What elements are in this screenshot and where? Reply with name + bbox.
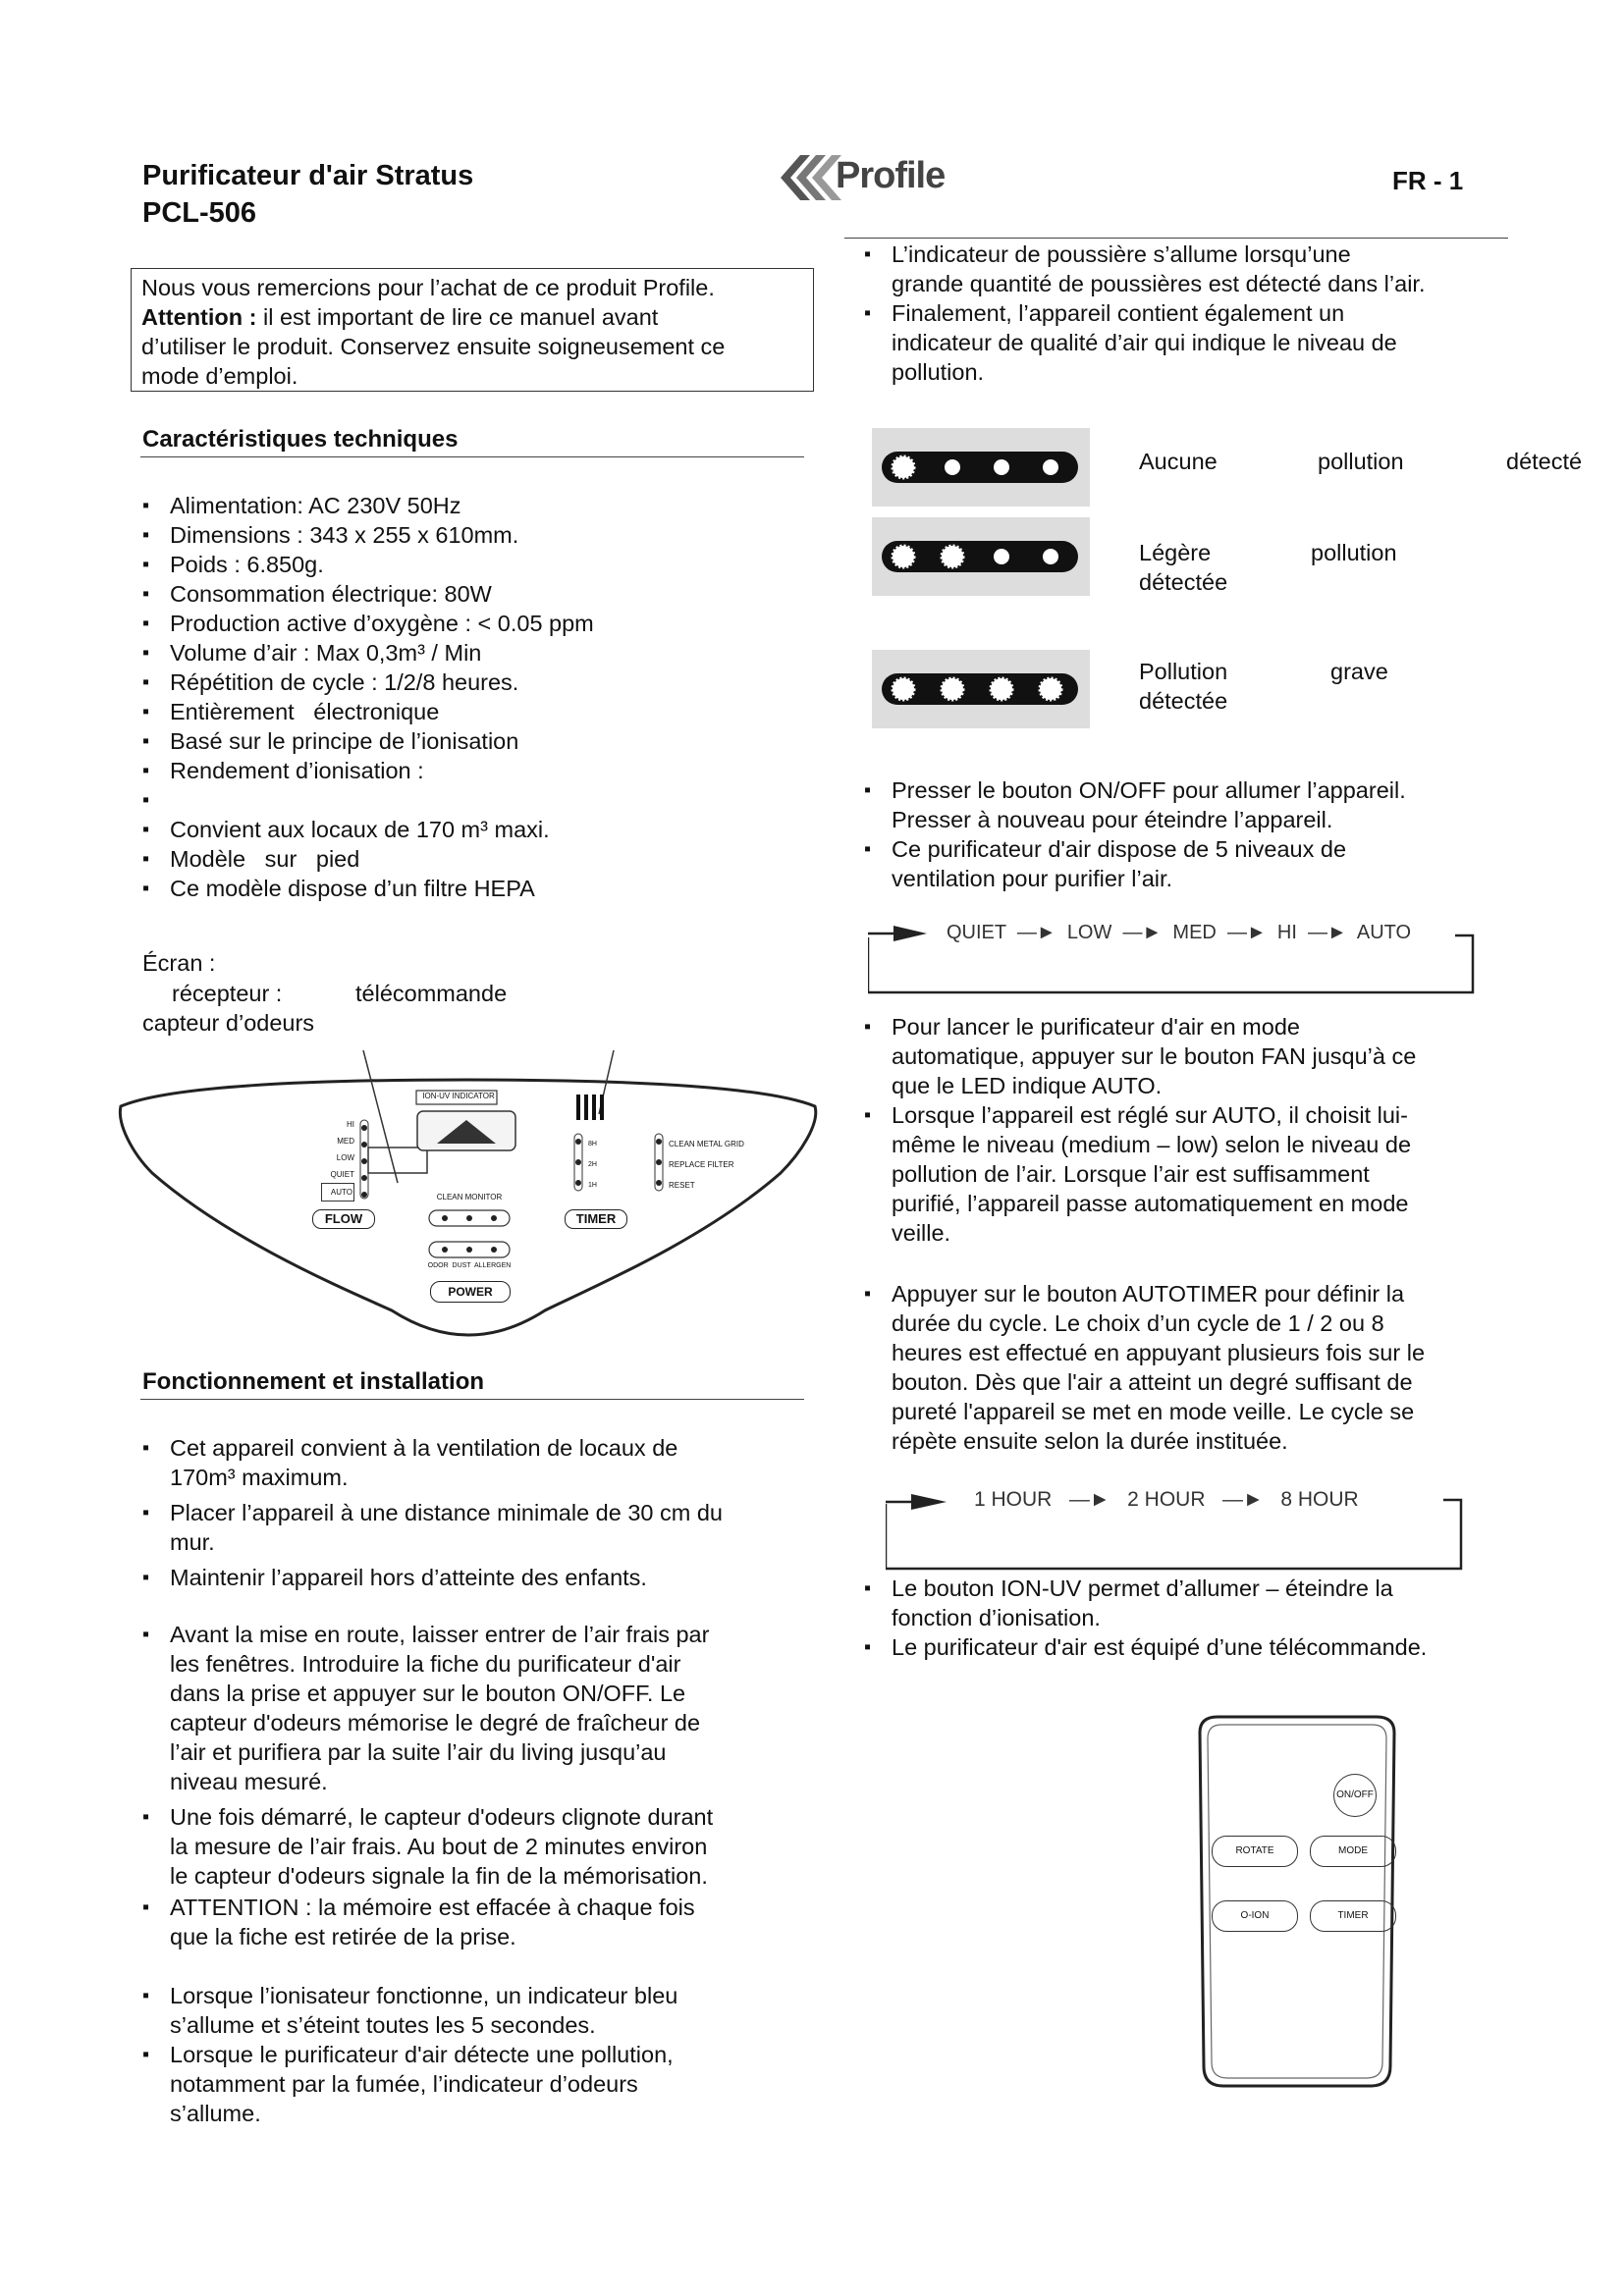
fan-cycle-step: QUIET: [947, 922, 1006, 943]
arrow-right-icon: —►: [1211, 1488, 1275, 1511]
spec-item: ▪ Volume d’air : Max 0,3m³ / Min: [140, 638, 808, 667]
pollution-severe-w1: Pollution: [1139, 659, 1228, 684]
fan-level-label: AUTO: [321, 1183, 354, 1201]
timer-level-label: 2H: [588, 1161, 597, 1168]
intro-line-1: Nous vous remercions pour l’achat de ce produit Profile.: [141, 275, 715, 300]
pollution-none-w3: détecté: [1506, 449, 1583, 474]
profile-logo: [771, 147, 947, 208]
led-off-icon: [994, 549, 1009, 564]
spec-item: ▪ Entièrement électronique: [140, 697, 808, 726]
pollution-light-w3: détectée: [1139, 569, 1228, 595]
spec-item: [140, 785, 808, 815]
pollution-light-w1: Légère: [1139, 540, 1212, 565]
timer-level-labels: [588, 1134, 597, 1196]
arrow-right-icon: —►: [1221, 922, 1272, 943]
timer-button[interactable]: TIMER: [565, 1209, 627, 1229]
fan-cycle-diagram: [868, 918, 1477, 996]
led-on-icon: [991, 678, 1012, 700]
specs-list: [140, 491, 808, 903]
auto-bullets: [862, 1012, 1530, 1248]
timer-cycle-steps: [974, 1488, 1359, 1512]
control-panel-diagram: [113, 1045, 825, 1369]
pollution-light-w2: pollution: [1311, 540, 1397, 565]
fan-cycle-step: AUTO: [1356, 922, 1412, 943]
fan-cycle-steps: [947, 922, 1411, 944]
last-bullets: [862, 1574, 1530, 1662]
arrow-right-icon: —►: [1302, 922, 1353, 943]
pollution-leds-light: [872, 517, 1090, 596]
title-line-2: PCL-506: [142, 197, 257, 229]
timer-cycle-step: 1 HOUR: [974, 1488, 1053, 1511]
intro-line-2: il est important de lire ce manuel avant: [263, 304, 659, 330]
led-on-icon: [893, 456, 914, 478]
spec-item: ▪ Poids : 6.850g.: [140, 550, 808, 579]
clean-monitor-label: CLEAN MONITOR: [436, 1193, 503, 1201]
led-on-icon: [893, 546, 914, 567]
pollution-leds-severe: [872, 650, 1090, 728]
spec-item: ▪ Répétition de cycle : 1/2/8 heures.: [140, 667, 808, 697]
operation-item: ▪ Maintenir l’appareil hors d’atteinte des enfants.: [140, 1563, 818, 1592]
operation-item: ▪ Avant la mise en route, laisser entrer de l’air frais par les fenêtres. Introduire la fiche du purificateur d'air dans la prise et appuyer sur le bouton ON/OFF. Le capteur d'odeurs mémorise le degré de fraîcheur de l’air et purifiera par la suite l’air du living jusqu’au niveau mesuré.: [140, 1620, 818, 1796]
attention-label: Attention :: [141, 304, 257, 330]
spec-item: ▪ Rendement d’ionisation :: [140, 756, 808, 785]
operation-group-3: [140, 1981, 818, 2128]
pollution-panel-none: [872, 428, 1090, 507]
specs-heading: Caractéristiques techniques: [142, 426, 459, 453]
arrow-right-icon: —►: [1057, 1488, 1122, 1511]
pollution-none-w1: Aucune: [1139, 449, 1218, 474]
pollution-none-w2: pollution: [1318, 449, 1404, 474]
odor-sensor-label: capteur d’odeurs: [142, 1010, 315, 1036]
fan-cycle-step: LOW: [1066, 922, 1112, 943]
right-bullet: ▪ Lorsque l’appareil est réglé sur AUTO, il choisit lui- même le niveau (medium – low) selon le niveau de pollution de l’air. Lorsque l’air est suffisamment purifié, l’appareil passe automatiquement en mode veille.: [862, 1100, 1530, 1248]
spec-item: ▪ Production active d’oxygène : < 0.05 ppm: [140, 609, 808, 638]
right-bullet: ▪ Presser le bouton ON/OFF pour allumer l’appareil. Presser à nouveau pour éteindre l’appareil.: [862, 775, 1510, 834]
fan-cycle-step: MED: [1172, 922, 1217, 943]
remote-o-ion-button[interactable]: O-ION: [1212, 1900, 1298, 1932]
remote-on-off-button[interactable]: ON/OFF: [1333, 1774, 1377, 1817]
arrow-right-icon: —►: [1011, 922, 1062, 943]
timer-cycle-step: 2 HOUR: [1127, 1488, 1206, 1511]
screen-label: Écran :: [142, 950, 216, 976]
pollution-severe-w2: grave: [1330, 659, 1388, 684]
right-bullet: ▪ Pour lancer le purificateur d'air en mode automatique, appuyer sur le bouton FAN jusqu’à ce que le LED indique AUTO.: [862, 1012, 1530, 1100]
specs-rule: [140, 456, 804, 457]
filter-labels: [669, 1134, 744, 1196]
led-on-icon: [893, 678, 914, 700]
fan-cycle-step: HI: [1276, 922, 1297, 943]
operation-item: ▪ Une fois démarré, le capteur d'odeurs clignote durant la mesure de l’air frais. Au bout de 2 minutes environ le capteur d'odeurs signale la fin de la mémorisation.: [140, 1802, 818, 1891]
fan-level-label: HI: [347, 1120, 354, 1129]
pollution-severe-w3: détectée: [1139, 688, 1228, 714]
fan-level-label: LOW: [336, 1153, 354, 1162]
fan-level-label: MED: [337, 1137, 354, 1146]
operation-item: ▪ Lorsque le purificateur d'air détecte une pollution, notamment par la fumée, l’indicateur d’odeurs s’allume.: [140, 2040, 818, 2128]
pollution-panel-severe: [872, 650, 1090, 728]
remote-mode-button[interactable]: MODE: [1310, 1836, 1396, 1867]
right-bullet: ▪ Le bouton ION-UV permet d’allumer – éteindre la fonction d’ionisation.: [862, 1574, 1530, 1632]
remote-rotate-button[interactable]: ROTATE: [1212, 1836, 1298, 1867]
receiver-label: récepteur :: [172, 981, 283, 1006]
spec-item: ▪ Alimentation: AC 230V 50Hz: [140, 491, 808, 520]
spec-item: ▪ Convient aux locaux de 170 m³ maxi.: [140, 815, 808, 844]
title-line-1: Purificateur d'air Stratus: [142, 160, 474, 191]
right-bullet: ▪ Ce purificateur d'air dispose de 5 niveaux de ventilation pour purifier l’air.: [862, 834, 1510, 893]
led-off-icon: [1043, 549, 1058, 564]
operation-item: ▪ Placer l’appareil à une distance minimale de 30 cm du mur.: [140, 1498, 818, 1557]
right-bullet: ▪ L’indicateur de poussière s’allume lorsqu’une grande quantité de poussières est détecté dans l’air.: [862, 240, 1510, 298]
operation-item: ▪ Cet appareil convient à la ventilation de locaux de 170m³ maximum.: [140, 1433, 818, 1492]
document-title: [142, 157, 473, 232]
spec-item: ▪ Dimensions : 343 x 255 x 610mm.: [140, 520, 808, 550]
operation-group-1: [140, 1433, 818, 1592]
fan-level-labels: [321, 1116, 354, 1201]
operation-group-2: [140, 1620, 818, 1951]
intro-line-4: mode d’emploi.: [141, 363, 298, 389]
logo-text: Profile: [836, 155, 946, 196]
pollution-panel-light: [872, 517, 1090, 596]
spec-item: ▪ Consommation électrique: 80W: [140, 579, 808, 609]
ion-indicator-label: ION-UV INDICATOR: [422, 1092, 495, 1100]
power-button[interactable]: POWER: [430, 1281, 511, 1303]
led-on-icon: [942, 546, 963, 567]
remote-label: télécommande: [355, 981, 508, 1006]
operation-item: ▪ Lorsque l’ionisateur fonctionne, un indicateur bleu s’allume et s’éteint toutes les 5 secondes.: [140, 1981, 818, 2040]
timer-cycle-diagram: [886, 1482, 1465, 1573]
intro-box: [131, 268, 814, 392]
timer-level-label: 1H: [588, 1182, 597, 1189]
pollution-leds-none: [872, 428, 1090, 507]
led-off-icon: [1043, 459, 1058, 475]
spec-item: ▪ Basé sur le principe de l’ionisation: [140, 726, 808, 756]
right-bullet: ▪ Le purificateur d'air est équipé d’une télécommande.: [862, 1632, 1530, 1662]
filter-label: RESET: [669, 1181, 695, 1190]
monitor-labels: ODOR DUST ALLERGEN: [427, 1262, 512, 1269]
operation-item: ▪ ATTENTION : la mémoire est effacée à chaque fois que la fiche est retirée de la prise.: [140, 1893, 818, 1951]
right-top-bullets: [862, 240, 1510, 387]
remote-timer-button[interactable]: TIMER: [1310, 1900, 1396, 1932]
intro-line-3: d’utiliser le produit. Conservez ensuite soigneusement ce: [141, 334, 726, 359]
arrow-right-icon: —►: [1116, 922, 1167, 943]
led-off-icon: [945, 459, 960, 475]
led-on-icon: [1040, 678, 1061, 700]
right-bullet: ▪ Finalement, l’appareil contient également un indicateur de qualité d’air qui indique le niveau de pollution.: [862, 298, 1510, 387]
operation-heading: Fonctionnement et installation: [142, 1368, 485, 1395]
page-label: FR - 1: [1392, 166, 1464, 195]
power-bullets: [862, 775, 1510, 893]
spec-item: ▪ Ce modèle dispose d’un filtre HEPA: [140, 874, 808, 903]
operation-rule: [140, 1399, 804, 1400]
right-bullet: ▪ Appuyer sur le bouton AUTOTIMER pour définir la durée du cycle. Le choix d’un cycle de 1 / 2 ou 8 heures est effectué en appuyant plusieurs fois sur le bouton. Dès que l'air a atteint un degré suffisant de pureté l'appareil se met en mode veille. Le cycle se répète ensuite selon la durée instituée.: [862, 1279, 1530, 1456]
led-on-icon: [942, 678, 963, 700]
timer-cycle-step: 8 HOUR: [1280, 1488, 1359, 1511]
flow-button[interactable]: FLOW: [312, 1209, 375, 1229]
header-rule: [844, 238, 1508, 239]
timer-bullet: [862, 1279, 1530, 1456]
filter-label: REPLACE FILTER: [669, 1160, 734, 1169]
led-off-icon: [994, 459, 1009, 475]
timer-level-label: 8H: [588, 1141, 597, 1148]
spec-item: ▪ Modèle sur pied: [140, 844, 808, 874]
remote-control: [1188, 1713, 1406, 2091]
fan-level-label: QUIET: [330, 1170, 354, 1179]
filter-label: CLEAN METAL GRID: [669, 1140, 744, 1148]
